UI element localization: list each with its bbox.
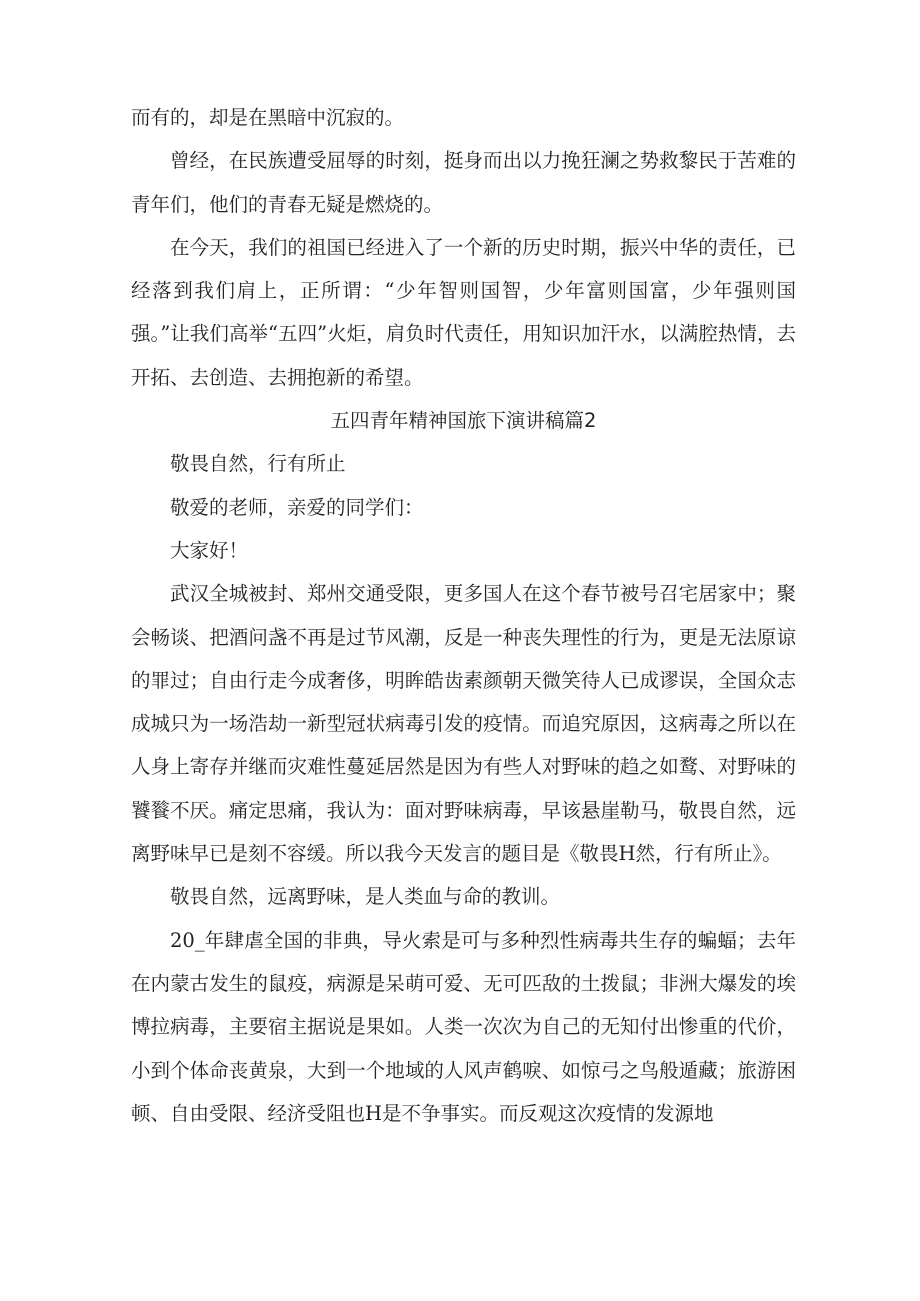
speech-title: 敬畏自然，行有所止 [170, 452, 346, 476]
paragraph: 武汉全城被封、郑州交通受限，更多国人在这个春节被号召宅居家中；聚会畅谈、把酒问盏不再是过节风潮，反是一种丧失理性的行为，更是无法原谅的罪过；自由行走今成奢侈，明眸皓齿素颜朝天微笑待人已成谬误，全国众志成城只为一场浩劫一新型冠状病毒引发的疫情。而追究原因，这病毒之所以在人身上寄存并继而灾难性蔓延居然是因为有些人对野味的趋之如鹜、对野味的饕餮不厌。痛定思痛，我认为：面对野味病毒，早该悬崖勒马，敬畏自然，远离野味早已是刻不容缓。所以我今天发言的题目是《敬畏H然，行有所止》。 [131, 582, 796, 866]
section-heading: 五四青年精神国旅下演讲稿篇2 [330, 409, 597, 433]
paragraph: 曾经，在民族遭受屈辱的时刻，挺身而出以力挽狂澜之势救黎民于苦难的青年们，他们的青春无疑是燃烧的。 [131, 149, 796, 216]
paragraph: 20_年肆虐全国的非典，导火索是可与多种烈性病毒共生存的蝙蝠；去年在内蒙古发生的鼠疫，病源是呆萌可爱、无可匹敌的土拨鼠；非洲大爆发的埃博拉病毒，主要宿主据说是果如。人类一次次为自己的无知付出惨重的代价，小到个体命丧黄泉，大到一个地域的人风声鹤唳、如惊弓之鸟般遁藏；旅游困顿、自由受限、经济受阻也H是不争事实。而反观这次疫情的发源地 [131, 928, 796, 1125]
paragraph-continuation: 而有的，却是在黑暗中沉寂的。 [131, 106, 405, 129]
paragraph: 在今天，我们的祖国已经进入了一个新的历史时期，振兴中华的责任，已经落到我们肩上，正所谓：“少年智则国智，少年富则国富，少年强则国强。”让我们高举“五四”火炬，肩负时代责任，用知识加汗水，以满腔热情，去开拓、去创造、去拥抱新的希望。 [131, 235, 796, 389]
salutation: 敬爱的老师，亲爱的同学们： [170, 495, 424, 519]
greeting: 大家好！ [170, 538, 249, 562]
paragraph: 敬畏自然，远离野味，是人类血与命的教训。 [170, 885, 561, 909]
document-body [131, 96, 796, 1135]
